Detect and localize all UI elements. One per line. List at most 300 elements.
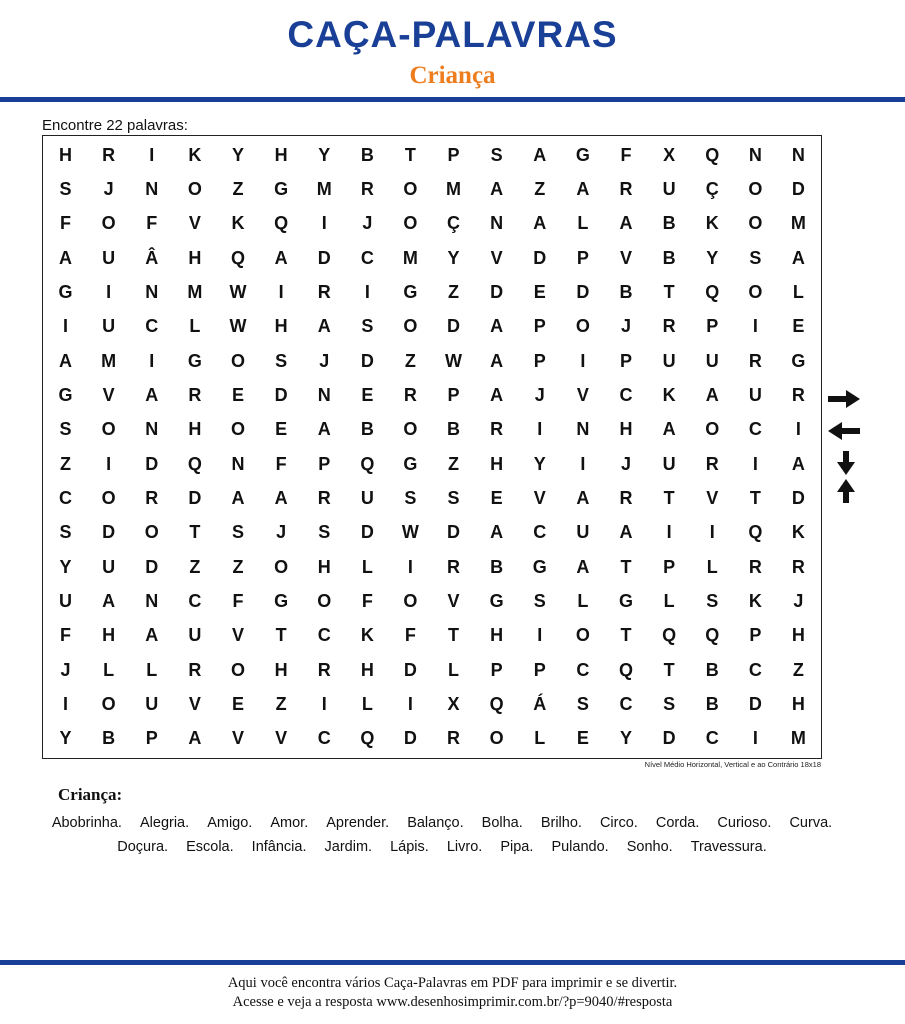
grid-cell[interactable]: A: [188, 728, 202, 749]
grid-cell[interactable]: P: [318, 453, 331, 474]
grid-cell[interactable]: J: [319, 350, 330, 371]
grid-cell[interactable]: H: [274, 144, 288, 165]
grid-cell[interactable]: N: [145, 281, 159, 302]
grid-cell[interactable]: L: [577, 213, 589, 234]
grid-cell[interactable]: W: [229, 281, 247, 302]
grid-cell[interactable]: Á: [533, 693, 547, 714]
grid-cell[interactable]: H: [490, 625, 504, 646]
grid-cell[interactable]: O: [230, 659, 245, 680]
grid-cell[interactable]: A: [490, 522, 504, 543]
grid-cell[interactable]: C: [533, 522, 547, 543]
grid-cell[interactable]: Z: [60, 453, 72, 474]
grid-cell[interactable]: V: [447, 590, 460, 611]
grid-cell[interactable]: Y: [231, 144, 244, 165]
grid-cell[interactable]: S: [318, 522, 331, 543]
grid-cell[interactable]: P: [619, 350, 632, 371]
grid-cell[interactable]: A: [102, 590, 116, 611]
grid-cell[interactable]: H: [274, 659, 288, 680]
grid-cell[interactable]: K: [360, 625, 374, 646]
grid-cell[interactable]: I: [537, 419, 543, 440]
grid-cell[interactable]: O: [403, 590, 418, 611]
grid-cell[interactable]: A: [576, 556, 590, 577]
grid-cell[interactable]: X: [663, 144, 676, 165]
grid-cell[interactable]: Ç: [447, 213, 461, 234]
grid-cell[interactable]: T: [663, 487, 675, 508]
grid-cell[interactable]: J: [362, 213, 373, 234]
grid-cell[interactable]: G: [58, 281, 73, 302]
grid-cell[interactable]: G: [618, 590, 633, 611]
grid-cell[interactable]: R: [317, 659, 331, 680]
grid-cell[interactable]: Q: [187, 453, 202, 474]
grid-cell[interactable]: F: [60, 213, 72, 234]
grid-cell[interactable]: M: [446, 178, 462, 199]
grid-cell[interactable]: R: [447, 728, 461, 749]
grid-cell[interactable]: S: [706, 590, 719, 611]
grid-cell[interactable]: Y: [318, 144, 331, 165]
grid-cell[interactable]: A: [619, 522, 633, 543]
grid-cell[interactable]: L: [534, 728, 546, 749]
grid-cell[interactable]: D: [145, 453, 159, 474]
grid-cell[interactable]: A: [791, 453, 805, 474]
grid-cell[interactable]: Q: [618, 659, 633, 680]
grid-cell[interactable]: N: [490, 213, 504, 234]
grid-cell[interactable]: C: [59, 487, 73, 508]
grid-cell[interactable]: R: [317, 487, 331, 508]
grid-cell[interactable]: C: [576, 659, 590, 680]
grid-cell[interactable]: A: [533, 144, 547, 165]
grid-cell[interactable]: O: [705, 419, 720, 440]
grid-cell[interactable]: Q: [748, 522, 763, 543]
grid-cell[interactable]: B: [662, 247, 676, 268]
grid-cell[interactable]: U: [662, 178, 676, 199]
grid-cell[interactable]: V: [231, 625, 244, 646]
grid-cell[interactable]: T: [663, 659, 675, 680]
grid-cell[interactable]: O: [575, 316, 590, 337]
grid-cell[interactable]: Z: [534, 178, 546, 199]
grid-cell[interactable]: J: [276, 522, 287, 543]
grid-cell[interactable]: H: [360, 659, 374, 680]
grid-cell[interactable]: L: [663, 590, 675, 611]
grid-cell[interactable]: U: [705, 350, 719, 371]
grid-cell[interactable]: J: [60, 659, 71, 680]
grid-cell[interactable]: F: [361, 590, 373, 611]
grid-cell[interactable]: Â: [145, 247, 159, 268]
grid-cell[interactable]: R: [791, 384, 805, 405]
grid-cell[interactable]: Y: [619, 728, 632, 749]
grid-cell[interactable]: H: [188, 419, 202, 440]
grid-cell[interactable]: H: [102, 625, 116, 646]
grid-cell[interactable]: A: [317, 316, 331, 337]
grid-cell[interactable]: P: [533, 316, 546, 337]
grid-cell[interactable]: P: [533, 659, 546, 680]
grid-cell[interactable]: K: [705, 213, 719, 234]
grid-cell[interactable]: E: [231, 693, 244, 714]
grid-cell[interactable]: C: [188, 590, 202, 611]
grid-cell[interactable]: O: [403, 419, 418, 440]
grid-cell[interactable]: I: [364, 281, 370, 302]
grid-cell[interactable]: R: [447, 556, 461, 577]
grid-cell[interactable]: T: [448, 625, 460, 646]
grid-cell[interactable]: M: [790, 213, 806, 234]
grid-cell[interactable]: D: [748, 693, 762, 714]
grid-cell[interactable]: D: [360, 350, 374, 371]
grid-cell[interactable]: G: [274, 590, 289, 611]
grid-cell[interactable]: U: [576, 522, 590, 543]
grid-cell[interactable]: R: [188, 384, 202, 405]
grid-cell[interactable]: S: [275, 350, 288, 371]
grid-cell[interactable]: T: [189, 522, 201, 543]
grid-cell[interactable]: S: [749, 247, 762, 268]
grid-cell[interactable]: Z: [404, 350, 416, 371]
grid-cell[interactable]: I: [149, 144, 155, 165]
grid-cell[interactable]: W: [401, 522, 419, 543]
grid-cell[interactable]: I: [106, 453, 112, 474]
grid-cell[interactable]: S: [576, 693, 589, 714]
grid-cell[interactable]: X: [447, 693, 460, 714]
grid-cell[interactable]: S: [361, 316, 374, 337]
grid-cell[interactable]: W: [229, 316, 247, 337]
grid-cell[interactable]: Q: [230, 247, 245, 268]
grid-cell[interactable]: T: [620, 556, 632, 577]
grid-cell[interactable]: U: [145, 693, 159, 714]
grid-cell[interactable]: E: [231, 384, 244, 405]
grid-cell[interactable]: R: [317, 281, 331, 302]
grid-cell[interactable]: W: [445, 350, 463, 371]
grid-cell[interactable]: E: [792, 316, 805, 337]
grid-cell[interactable]: Y: [59, 556, 72, 577]
grid-cell[interactable]: R: [662, 316, 676, 337]
grid-cell[interactable]: A: [274, 487, 288, 508]
grid-cell[interactable]: R: [145, 487, 159, 508]
grid-cell[interactable]: G: [791, 350, 806, 371]
grid-cell[interactable]: H: [59, 144, 73, 165]
grid-cell[interactable]: S: [231, 522, 244, 543]
grid-cell[interactable]: R: [360, 178, 374, 199]
grid-cell[interactable]: U: [662, 350, 676, 371]
grid-cell[interactable]: R: [102, 144, 116, 165]
grid-cell[interactable]: O: [403, 213, 418, 234]
grid-cell[interactable]: G: [58, 384, 73, 405]
grid-cell[interactable]: I: [321, 213, 327, 234]
grid-cell[interactable]: T: [663, 281, 675, 302]
grid-cell[interactable]: Z: [792, 659, 804, 680]
grid-cell[interactable]: E: [361, 384, 374, 405]
grid-cell[interactable]: Z: [448, 453, 460, 474]
grid-cell[interactable]: I: [666, 522, 672, 543]
grid-cell[interactable]: N: [576, 419, 590, 440]
grid-cell[interactable]: I: [63, 693, 69, 714]
grid-cell[interactable]: O: [748, 178, 763, 199]
grid-cell[interactable]: O: [230, 350, 245, 371]
grid-cell[interactable]: G: [403, 453, 418, 474]
grid-cell[interactable]: K: [231, 213, 245, 234]
grid-cell[interactable]: L: [103, 659, 115, 680]
grid-cell[interactable]: H: [188, 247, 202, 268]
grid-cell[interactable]: A: [662, 419, 676, 440]
grid-cell[interactable]: R: [619, 487, 633, 508]
grid-cell[interactable]: D: [403, 659, 417, 680]
grid-cell[interactable]: Y: [706, 247, 719, 268]
grid-cell[interactable]: R: [705, 453, 719, 474]
grid-cell[interactable]: I: [537, 625, 543, 646]
grid-cell[interactable]: G: [532, 556, 547, 577]
grid-cell[interactable]: A: [490, 178, 504, 199]
grid-cell[interactable]: K: [791, 522, 805, 543]
grid-cell[interactable]: V: [533, 487, 546, 508]
grid-cell[interactable]: E: [576, 728, 589, 749]
grid-cell[interactable]: B: [619, 281, 633, 302]
grid-cell[interactable]: U: [188, 625, 202, 646]
grid-cell[interactable]: P: [145, 728, 158, 749]
grid-cell[interactable]: I: [580, 350, 586, 371]
grid-cell[interactable]: L: [792, 281, 804, 302]
grid-cell[interactable]: F: [60, 625, 72, 646]
grid-cell[interactable]: A: [59, 247, 73, 268]
grid-cell[interactable]: D: [274, 384, 288, 405]
grid-cell[interactable]: S: [447, 487, 460, 508]
grid-cell[interactable]: V: [231, 728, 244, 749]
grid-cell[interactable]: P: [533, 350, 546, 371]
grid-cell[interactable]: A: [145, 384, 159, 405]
grid-cell[interactable]: P: [490, 659, 503, 680]
grid-cell[interactable]: J: [103, 178, 114, 199]
grid-cell[interactable]: Z: [448, 281, 460, 302]
grid-cell[interactable]: O: [748, 281, 763, 302]
grid-cell[interactable]: Ç: [705, 178, 719, 199]
grid-cell[interactable]: D: [447, 316, 461, 337]
grid-cell[interactable]: N: [317, 384, 331, 405]
grid-cell[interactable]: P: [576, 247, 589, 268]
grid-cell[interactable]: I: [106, 281, 112, 302]
grid-cell[interactable]: O: [748, 213, 763, 234]
grid-cell[interactable]: S: [59, 419, 72, 440]
grid-cell[interactable]: C: [145, 316, 159, 337]
grid-cell[interactable]: N: [748, 144, 762, 165]
grid-cell[interactable]: B: [705, 693, 719, 714]
grid-cell[interactable]: D: [576, 281, 590, 302]
grid-cell[interactable]: V: [188, 693, 201, 714]
grid-cell[interactable]: N: [791, 144, 805, 165]
grid-cell[interactable]: Q: [360, 453, 375, 474]
grid-cell[interactable]: S: [59, 178, 72, 199]
grid-cell[interactable]: A: [490, 384, 504, 405]
grid-cell[interactable]: Q: [489, 693, 504, 714]
grid-cell[interactable]: I: [321, 693, 327, 714]
grid-cell[interactable]: A: [533, 213, 547, 234]
grid-cell[interactable]: I: [752, 728, 758, 749]
grid-cell[interactable]: U: [748, 384, 762, 405]
grid-cell[interactable]: I: [149, 350, 155, 371]
grid-cell[interactable]: Q: [705, 281, 720, 302]
grid-cell[interactable]: G: [187, 350, 202, 371]
grid-cell[interactable]: B: [662, 213, 676, 234]
grid-cell[interactable]: F: [146, 213, 158, 234]
grid-cell[interactable]: O: [187, 178, 202, 199]
grid-cell[interactable]: D: [317, 247, 331, 268]
grid-cell[interactable]: Q: [360, 728, 375, 749]
grid-cell[interactable]: M: [101, 350, 117, 371]
grid-cell[interactable]: O: [101, 693, 116, 714]
grid-cell[interactable]: T: [620, 625, 632, 646]
grid-cell[interactable]: V: [490, 247, 503, 268]
grid-cell[interactable]: T: [404, 144, 416, 165]
grid-cell[interactable]: M: [187, 281, 203, 302]
grid-cell[interactable]: C: [619, 384, 633, 405]
grid-cell[interactable]: I: [795, 419, 801, 440]
grid-cell[interactable]: M: [790, 728, 806, 749]
grid-cell[interactable]: I: [407, 556, 413, 577]
grid-cell[interactable]: D: [490, 281, 504, 302]
grid-cell[interactable]: O: [101, 487, 116, 508]
grid-cell[interactable]: D: [403, 728, 417, 749]
grid-cell[interactable]: O: [101, 213, 116, 234]
grid-cell[interactable]: T: [275, 625, 287, 646]
grid-cell[interactable]: S: [490, 144, 503, 165]
grid-cell[interactable]: L: [577, 590, 589, 611]
grid-cell[interactable]: D: [188, 487, 202, 508]
grid-cell[interactable]: Z: [232, 178, 244, 199]
grid-cell[interactable]: A: [576, 178, 590, 199]
grid-cell[interactable]: R: [748, 556, 762, 577]
grid-cell[interactable]: Y: [447, 247, 460, 268]
grid-cell[interactable]: R: [619, 178, 633, 199]
grid-cell[interactable]: L: [146, 659, 158, 680]
grid-cell[interactable]: A: [59, 350, 73, 371]
grid-cell[interactable]: R: [490, 419, 504, 440]
grid-cell[interactable]: J: [620, 453, 631, 474]
grid-cell[interactable]: B: [490, 556, 504, 577]
grid-cell[interactable]: D: [360, 522, 374, 543]
grid-cell[interactable]: C: [748, 419, 762, 440]
grid-cell[interactable]: L: [189, 316, 201, 337]
grid-cell[interactable]: U: [102, 247, 116, 268]
grid-cell[interactable]: B: [360, 144, 374, 165]
grid-cell[interactable]: J: [620, 316, 631, 337]
grid-cell[interactable]: G: [575, 144, 590, 165]
grid-cell[interactable]: L: [448, 659, 460, 680]
grid-cell[interactable]: V: [275, 728, 288, 749]
grid-cell[interactable]: O: [575, 625, 590, 646]
grid-cell[interactable]: N: [145, 178, 159, 199]
grid-cell[interactable]: H: [791, 693, 805, 714]
grid-cell[interactable]: A: [490, 350, 504, 371]
grid-cell[interactable]: O: [101, 419, 116, 440]
grid-cell[interactable]: Z: [189, 556, 201, 577]
grid-cell[interactable]: D: [791, 487, 805, 508]
grid-cell[interactable]: E: [490, 487, 503, 508]
grid-cell[interactable]: B: [360, 419, 374, 440]
grid-cell[interactable]: H: [317, 556, 331, 577]
grid-cell[interactable]: O: [489, 728, 504, 749]
grid-cell[interactable]: J: [534, 384, 545, 405]
grid-cell[interactable]: C: [619, 693, 633, 714]
grid-cell[interactable]: S: [59, 522, 72, 543]
grid-cell[interactable]: Z: [232, 556, 244, 577]
grid-cell[interactable]: A: [791, 247, 805, 268]
grid-cell[interactable]: I: [709, 522, 715, 543]
grid-cell[interactable]: B: [705, 659, 719, 680]
grid-cell[interactable]: V: [188, 213, 201, 234]
grid-cell[interactable]: O: [403, 316, 418, 337]
grid-cell[interactable]: V: [706, 487, 719, 508]
grid-cell[interactable]: I: [63, 316, 69, 337]
grid-cell[interactable]: M: [316, 178, 332, 199]
grid-cell[interactable]: P: [663, 556, 676, 577]
grid-cell[interactable]: G: [489, 590, 504, 611]
grid-cell[interactable]: A: [705, 384, 719, 405]
grid-cell[interactable]: A: [145, 625, 159, 646]
grid-cell[interactable]: O: [274, 556, 289, 577]
grid-cell[interactable]: O: [317, 590, 332, 611]
grid-cell[interactable]: K: [748, 590, 762, 611]
grid-cell[interactable]: A: [231, 487, 245, 508]
grid-cell[interactable]: I: [407, 693, 413, 714]
grid-cell[interactable]: D: [145, 556, 159, 577]
grid-cell[interactable]: A: [619, 213, 633, 234]
grid-cell[interactable]: D: [791, 178, 805, 199]
grid-cell[interactable]: H: [791, 625, 805, 646]
grid-cell[interactable]: V: [576, 384, 589, 405]
grid-cell[interactable]: L: [706, 556, 718, 577]
grid-cell[interactable]: N: [145, 419, 159, 440]
grid-cell[interactable]: U: [102, 556, 116, 577]
grid-cell[interactable]: A: [490, 316, 504, 337]
grid-cell[interactable]: P: [447, 144, 460, 165]
grid-cell[interactable]: Q: [662, 625, 677, 646]
grid-cell[interactable]: N: [145, 590, 159, 611]
grid-cell[interactable]: B: [447, 419, 461, 440]
grid-cell[interactable]: R: [748, 350, 762, 371]
grid-cell[interactable]: J: [793, 590, 804, 611]
grid-cell[interactable]: Q: [705, 625, 720, 646]
grid-cell[interactable]: C: [748, 659, 762, 680]
grid-cell[interactable]: P: [447, 384, 460, 405]
grid-cell[interactable]: H: [490, 453, 504, 474]
grid-cell[interactable]: H: [619, 419, 633, 440]
grid-cell[interactable]: U: [360, 487, 374, 508]
grid-cell[interactable]: S: [404, 487, 417, 508]
grid-cell[interactable]: E: [533, 281, 546, 302]
grid-cell[interactable]: U: [662, 453, 676, 474]
grid-cell[interactable]: C: [360, 247, 374, 268]
grid-cell[interactable]: A: [317, 419, 331, 440]
grid-cell[interactable]: C: [705, 728, 719, 749]
grid-cell[interactable]: R: [791, 556, 805, 577]
grid-cell[interactable]: G: [274, 178, 289, 199]
grid-cell[interactable]: M: [402, 247, 418, 268]
grid-cell[interactable]: D: [102, 522, 116, 543]
grid-cell[interactable]: S: [533, 590, 546, 611]
grid-cell[interactable]: D: [662, 728, 676, 749]
grid-cell[interactable]: I: [580, 453, 586, 474]
grid-cell[interactable]: K: [662, 384, 676, 405]
grid-cell[interactable]: Y: [59, 728, 72, 749]
grid-cell[interactable]: I: [752, 316, 758, 337]
grid-cell[interactable]: L: [361, 556, 373, 577]
grid-cell[interactable]: O: [230, 419, 245, 440]
grid-cell[interactable]: U: [59, 590, 73, 611]
grid-cell[interactable]: K: [188, 144, 202, 165]
grid-cell[interactable]: I: [752, 453, 758, 474]
grid-cell[interactable]: F: [275, 453, 287, 474]
grid-cell[interactable]: P: [749, 625, 762, 646]
grid-cell[interactable]: R: [403, 384, 417, 405]
grid-cell[interactable]: N: [231, 453, 245, 474]
grid-cell[interactable]: E: [275, 419, 288, 440]
grid-cell[interactable]: C: [317, 728, 331, 749]
grid-cell[interactable]: G: [403, 281, 418, 302]
grid-cell[interactable]: P: [706, 316, 719, 337]
